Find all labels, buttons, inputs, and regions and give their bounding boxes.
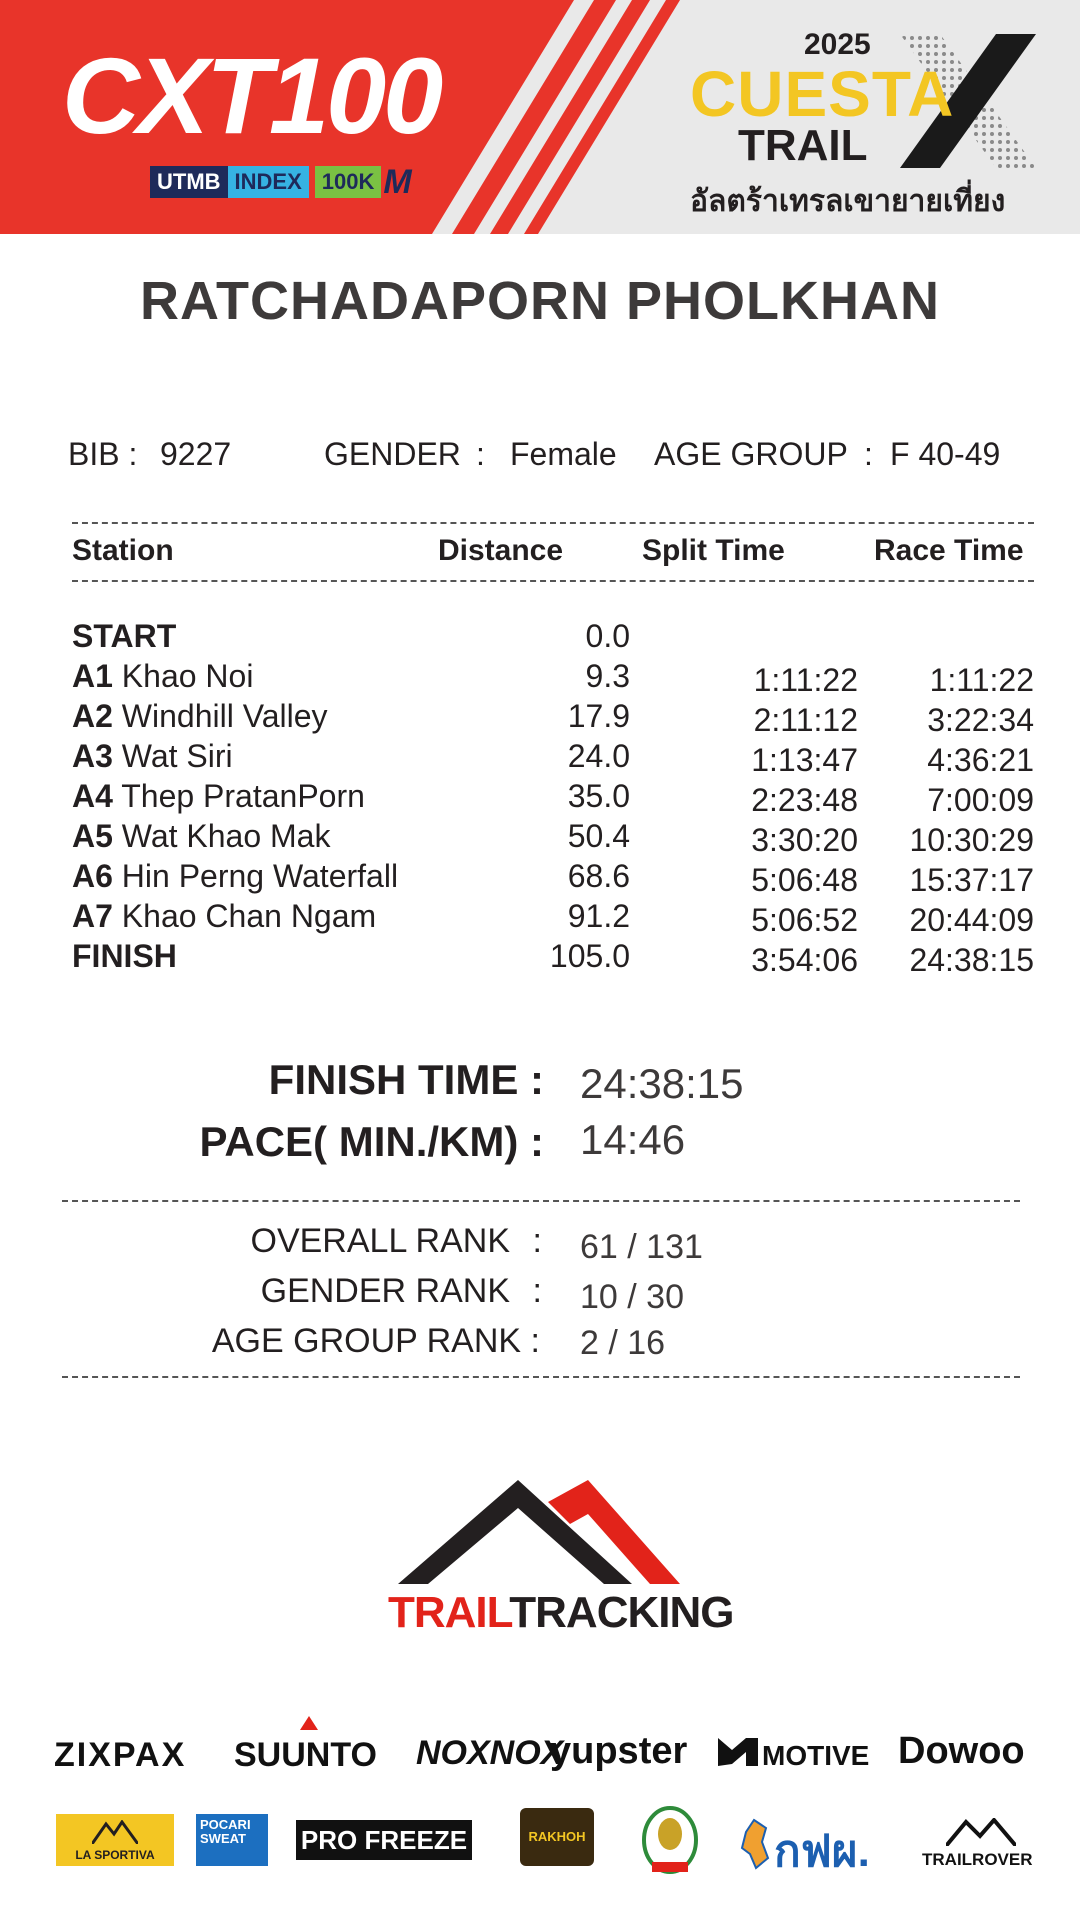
suunto-triangle-icon [300,1716,318,1730]
age-group-label: AGE GROUP [654,436,848,472]
split-cell: 1:13:47 [751,742,858,778]
sponsor-egat-logo: กฟผ. [774,1827,870,1876]
split-cell: 3:54:06 [751,942,858,978]
utmb-index-badge [150,163,412,201]
sponsor-rakhoh-logo: RAKHOH [520,1808,594,1866]
sponsor-pocari-logo [196,1814,268,1866]
station-code: A2 [72,698,113,734]
station-name: Wat Siri [121,738,233,774]
distance-cell: 105.0 [549,938,630,974]
trailtracking-logo-text [388,1588,733,1638]
split-cell: 5:06:52 [751,902,858,938]
station-code: FINISH [72,938,177,974]
gender-rank-label: GENDER RANK [260,1272,510,1310]
distance-cell: 9.3 [585,658,630,694]
station-code: A5 [72,818,113,854]
cxt100-logo: CXT100 [62,35,441,156]
station-code: A7 [72,898,113,934]
station-name: Khao Chan Ngam [121,898,377,934]
event-year: 2025 [804,28,871,61]
race-cell: 10:30:29 [909,822,1034,858]
divider-ranks-bottom [62,1376,1020,1378]
header-banner [0,0,1080,234]
sponsor-yupster-logo: yupster [550,1730,688,1772]
distance-cell: 91.2 [567,898,630,934]
pocari-text: POCARI SWEAT [200,1817,251,1846]
runner-name: RATCHADAPORN PHOLKHAN [140,271,940,331]
finish-time-label: FINISH TIME : [268,1056,544,1103]
station-name: Wat Khao Mak [121,818,331,854]
station-cell [72,818,330,855]
header-distance: Distance [438,534,564,567]
thai-event-title: อัลตร้าเทรลเขายายเที่ยง [690,185,1006,218]
overall-rank-value: 61 / 131 [580,1228,703,1266]
table-row [72,898,1034,938]
table-row [72,698,1034,738]
sponsor-dowoo-logo: Dowoo [898,1730,1025,1772]
station-code: A6 [72,858,113,894]
badge-100k: 100K [315,166,382,198]
station-cell [72,858,398,895]
station-name: Khao Noi [121,658,254,694]
age-group-value: F 40-49 [890,436,1001,472]
age-group-rank-label: AGE GROUP RANK : [211,1322,540,1360]
split-cell: 3:30:20 [751,822,858,858]
age-group-rank-value: 2 / 16 [580,1324,666,1362]
station-code: START [72,618,177,654]
cuesta-logo-text: CUESTA [690,58,955,130]
station-cell [72,618,176,655]
distance-cell: 24.0 [567,738,630,774]
pace-value: 14:46 [580,1116,686,1163]
trailtracking-part1: TRAIL [388,1588,510,1637]
gender-rank-colon: : [532,1272,542,1310]
sponsor-suunto-logo: SUUNTO [234,1736,377,1774]
finish-time-value: 24:38:15 [580,1060,744,1107]
sponsor-zixpax-logo: ZIXPAX [54,1736,187,1774]
age-group-colon: : [864,436,873,472]
table-row [72,778,1034,818]
table-row [72,818,1034,858]
sponsor-trailrover-logo: TRAILROVER [922,1850,1033,1869]
race-cell: 4:36:21 [927,742,1034,778]
split-cell: 2:23:48 [751,782,858,818]
station-name: Windhill Valley [121,698,328,734]
table-row [72,618,1034,658]
station-cell [72,938,177,975]
gender-label: GENDER [324,436,461,472]
distance-cell: 0.0 [585,618,630,654]
race-cell: 24:38:15 [909,942,1034,978]
station-code: A4 [72,778,113,814]
trailtracking-mountain-icon [398,1480,688,1590]
station-code: A1 [72,658,113,694]
header-station: Station [72,534,174,567]
distance-cell: 17.9 [567,698,630,734]
la-sportiva-mountain-icon [92,1820,138,1844]
badge-index: INDEX [228,166,309,198]
trailrover-mountain-icon [946,1818,1016,1846]
pace-label: PACE( MIN./KM) : [199,1118,544,1165]
race-cell: 7:00:09 [927,782,1034,818]
station-cell [72,658,253,695]
gender-value: Female [510,436,617,472]
table-row [72,858,1034,898]
station-cell [72,778,365,815]
station-cell [72,738,233,775]
station-name: Thep PratanPorn [121,778,365,814]
distance-cell: 35.0 [567,778,630,814]
station-code: A3 [72,738,113,774]
sponsor-la-sportiva-logo [56,1814,174,1866]
trail-logo-text: TRAIL [738,121,868,170]
race-cell: 3:22:34 [927,702,1034,738]
gender-colon: : [476,436,485,472]
split-cell: 2:11:12 [753,702,858,738]
overall-rank-label: OVERALL RANK [250,1222,510,1260]
station-cell [72,898,376,935]
table-row [72,658,1034,698]
egat-map-icon [736,1818,772,1870]
distance-cell: 68.6 [567,858,630,894]
table-row [72,938,1034,978]
badge-utmb: UTMB [150,166,228,198]
bib-value: 9227 [160,436,232,472]
distance-cell: 50.4 [567,818,630,854]
race-cell: 15:37:17 [909,862,1034,898]
motive-mark-icon [718,1738,758,1766]
la-sportiva-text: LA SPORTIVA [75,1848,155,1862]
badge-m: M [383,163,412,201]
divider-top [72,522,1034,524]
sponsor-motive-logo: MOTIVE [762,1740,870,1771]
sponsor-emblem-icon [640,1800,700,1876]
station-name: Hin Perng Waterfall [121,858,399,894]
divider-header [72,580,1034,582]
divider-ranks-top [62,1200,1020,1202]
bib-label: BIB : [68,436,138,472]
header-split-time: Split Time [642,534,785,567]
overall-rank-colon: : [532,1222,542,1260]
header-race-time: Race Time [874,534,1024,567]
station-cell [72,698,328,735]
split-cell: 5:06:48 [751,862,858,898]
split-cell: 1:11:22 [753,662,858,698]
sponsor-noxnox-logo: NOXNOX [416,1734,564,1772]
race-cell: 20:44:09 [909,902,1034,938]
sponsor-profreeze-logo: PRO FREEZE [296,1820,472,1860]
race-cell: 1:11:22 [929,662,1034,698]
table-row [72,738,1034,778]
trailtracking-part2: TRACKING [509,1588,734,1637]
gender-rank-value: 10 / 30 [580,1278,684,1316]
